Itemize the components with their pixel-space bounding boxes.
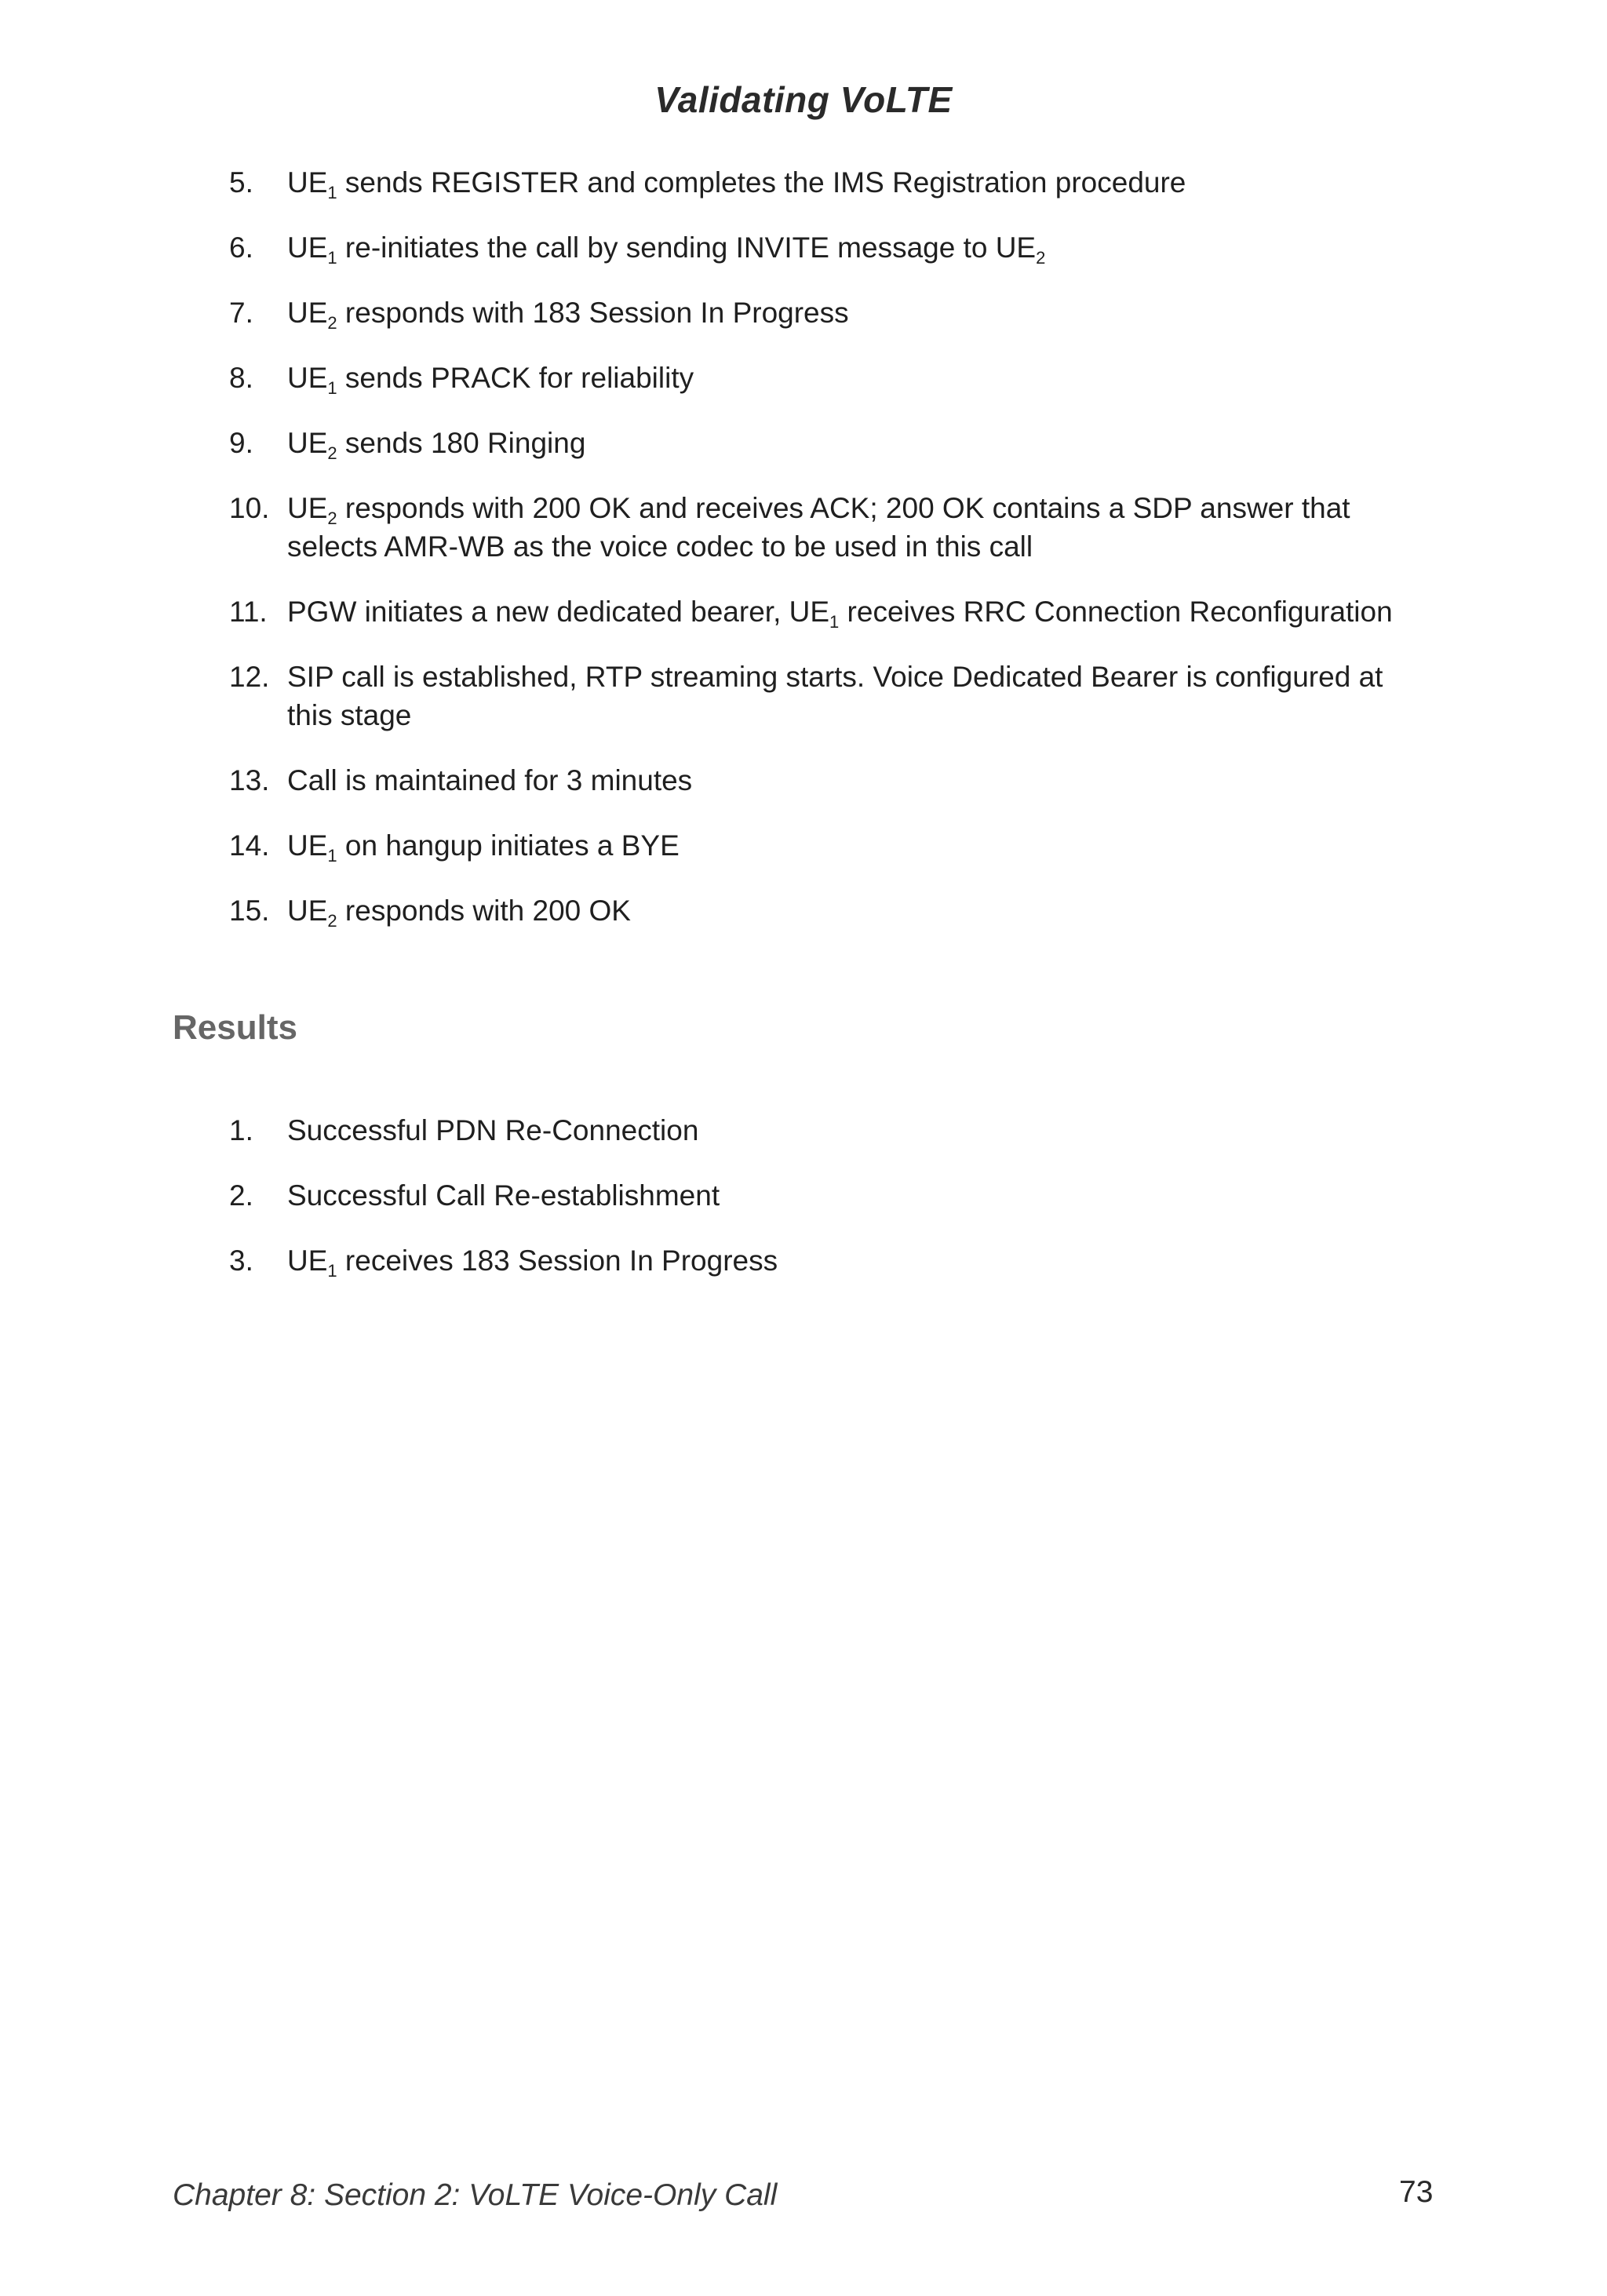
- procedure-step-text: [287, 293, 1433, 332]
- subscript: 2: [327, 508, 337, 528]
- result-item-text: [287, 1241, 1433, 1280]
- subscript: 1: [327, 1261, 337, 1281]
- result-item-text: [287, 1176, 1433, 1215]
- procedure-step-number: 13.: [229, 764, 270, 796]
- procedure-step-number: 8.: [229, 362, 253, 394]
- subscript: 2: [327, 443, 337, 463]
- procedure-step-text: [287, 891, 1433, 930]
- result-item-number: 3.: [229, 1245, 253, 1277]
- result-item-number: 2.: [229, 1179, 253, 1212]
- text-run: responds with 200 OK and receives ACK; 200 OK contains a SDP answer that selects AMR-WB as the voice codec to be used in this call: [287, 492, 1350, 563]
- procedure-step-number: 6.: [229, 231, 253, 264]
- procedure-step-number: 15.: [229, 895, 270, 927]
- result-item: [0, 1176, 1607, 1215]
- subscript: 1: [829, 612, 840, 632]
- text-run: re-initiates the call by sending INVITE message to UE: [337, 231, 1037, 264]
- procedure-step-text: [287, 228, 1433, 267]
- result-item: [0, 1241, 1607, 1280]
- page-header-title: Validating VoLTE: [654, 79, 953, 120]
- subscript: 2: [327, 911, 337, 931]
- result-item-number: 1.: [229, 1114, 253, 1146]
- procedure-step: [0, 228, 1607, 267]
- text-run: sends PRACK for reliability: [337, 362, 694, 394]
- procedure-step: [0, 592, 1607, 631]
- text-run: UE: [287, 166, 328, 199]
- procedure-step-text: [287, 424, 1433, 462]
- procedure-step-text: [287, 826, 1433, 865]
- result-item-text: [287, 1111, 1433, 1150]
- text-run: receives 183 Session In Progress: [337, 1245, 778, 1277]
- text-run: responds with 183 Session In Progress: [337, 297, 849, 329]
- text-run: Successful Call Re-establishment: [287, 1179, 720, 1212]
- procedure-step-number: 12.: [229, 661, 270, 693]
- procedure-step: [0, 163, 1607, 202]
- text-run: sends REGISTER and completes the IMS Registration procedure: [337, 166, 1186, 199]
- subscript: 1: [327, 846, 337, 866]
- procedure-step-text: [287, 489, 1433, 566]
- procedure-step-number: 11.: [229, 596, 268, 628]
- text-run: receives RRC Connection Reconfiguration: [839, 596, 1393, 628]
- text-run: Successful PDN Re-Connection: [287, 1114, 699, 1146]
- text-run: on hangup initiates a BYE: [337, 829, 680, 862]
- text-run: SIP call is established, RTP streaming starts. Voice Dedicated Bearer is configured at this stage: [287, 661, 1383, 731]
- procedure-step-number: 5.: [229, 166, 253, 199]
- procedure-step-number: 7.: [229, 297, 253, 329]
- procedure-step: [0, 359, 1607, 397]
- subscript: 1: [327, 378, 337, 398]
- procedure-step-text: [287, 163, 1433, 202]
- procedure-step: [0, 293, 1607, 332]
- text-run: UE: [287, 231, 328, 264]
- text-run: UE: [287, 492, 328, 524]
- procedure-step-text: [287, 359, 1433, 397]
- text-run: UE: [287, 1245, 328, 1277]
- procedure-step: [0, 658, 1607, 734]
- procedure-steps-list: [0, 163, 1607, 957]
- procedure-step: [0, 826, 1607, 865]
- text-run: UE: [287, 297, 328, 329]
- procedure-step-text: [287, 761, 1433, 800]
- subscript: 1: [327, 248, 337, 268]
- procedure-step: [0, 489, 1607, 566]
- procedure-step-text: [287, 658, 1433, 734]
- text-run: UE: [287, 829, 328, 862]
- procedure-step-number: 14.: [229, 829, 270, 862]
- procedure-step-number: 9.: [229, 427, 253, 459]
- text-run: sends 180 Ringing: [337, 427, 586, 459]
- subscript: 2: [327, 313, 337, 333]
- results-heading: Results: [173, 1008, 297, 1047]
- procedure-step-text: [287, 592, 1433, 631]
- footer-chapter-title: Chapter 8: Section 2: VoLTE Voice-Only Call: [173, 2178, 778, 2212]
- result-item: [0, 1111, 1607, 1150]
- text-run: UE: [287, 427, 328, 459]
- subscript: 1: [327, 183, 337, 202]
- results-list: [0, 1111, 1607, 1307]
- subscript: 2: [1036, 248, 1046, 268]
- text-run: Call is maintained for 3 minutes: [287, 764, 693, 796]
- procedure-step: [0, 424, 1607, 462]
- footer-page-number: 73: [1399, 2175, 1434, 2209]
- text-run: UE: [287, 895, 328, 927]
- text-run: PGW initiates a new dedicated bearer, UE: [287, 596, 830, 628]
- procedure-step: [0, 891, 1607, 930]
- text-run: responds with 200 OK: [337, 895, 631, 927]
- procedure-step-number: 10.: [229, 492, 270, 524]
- procedure-step: [0, 761, 1607, 800]
- text-run: UE: [287, 362, 328, 394]
